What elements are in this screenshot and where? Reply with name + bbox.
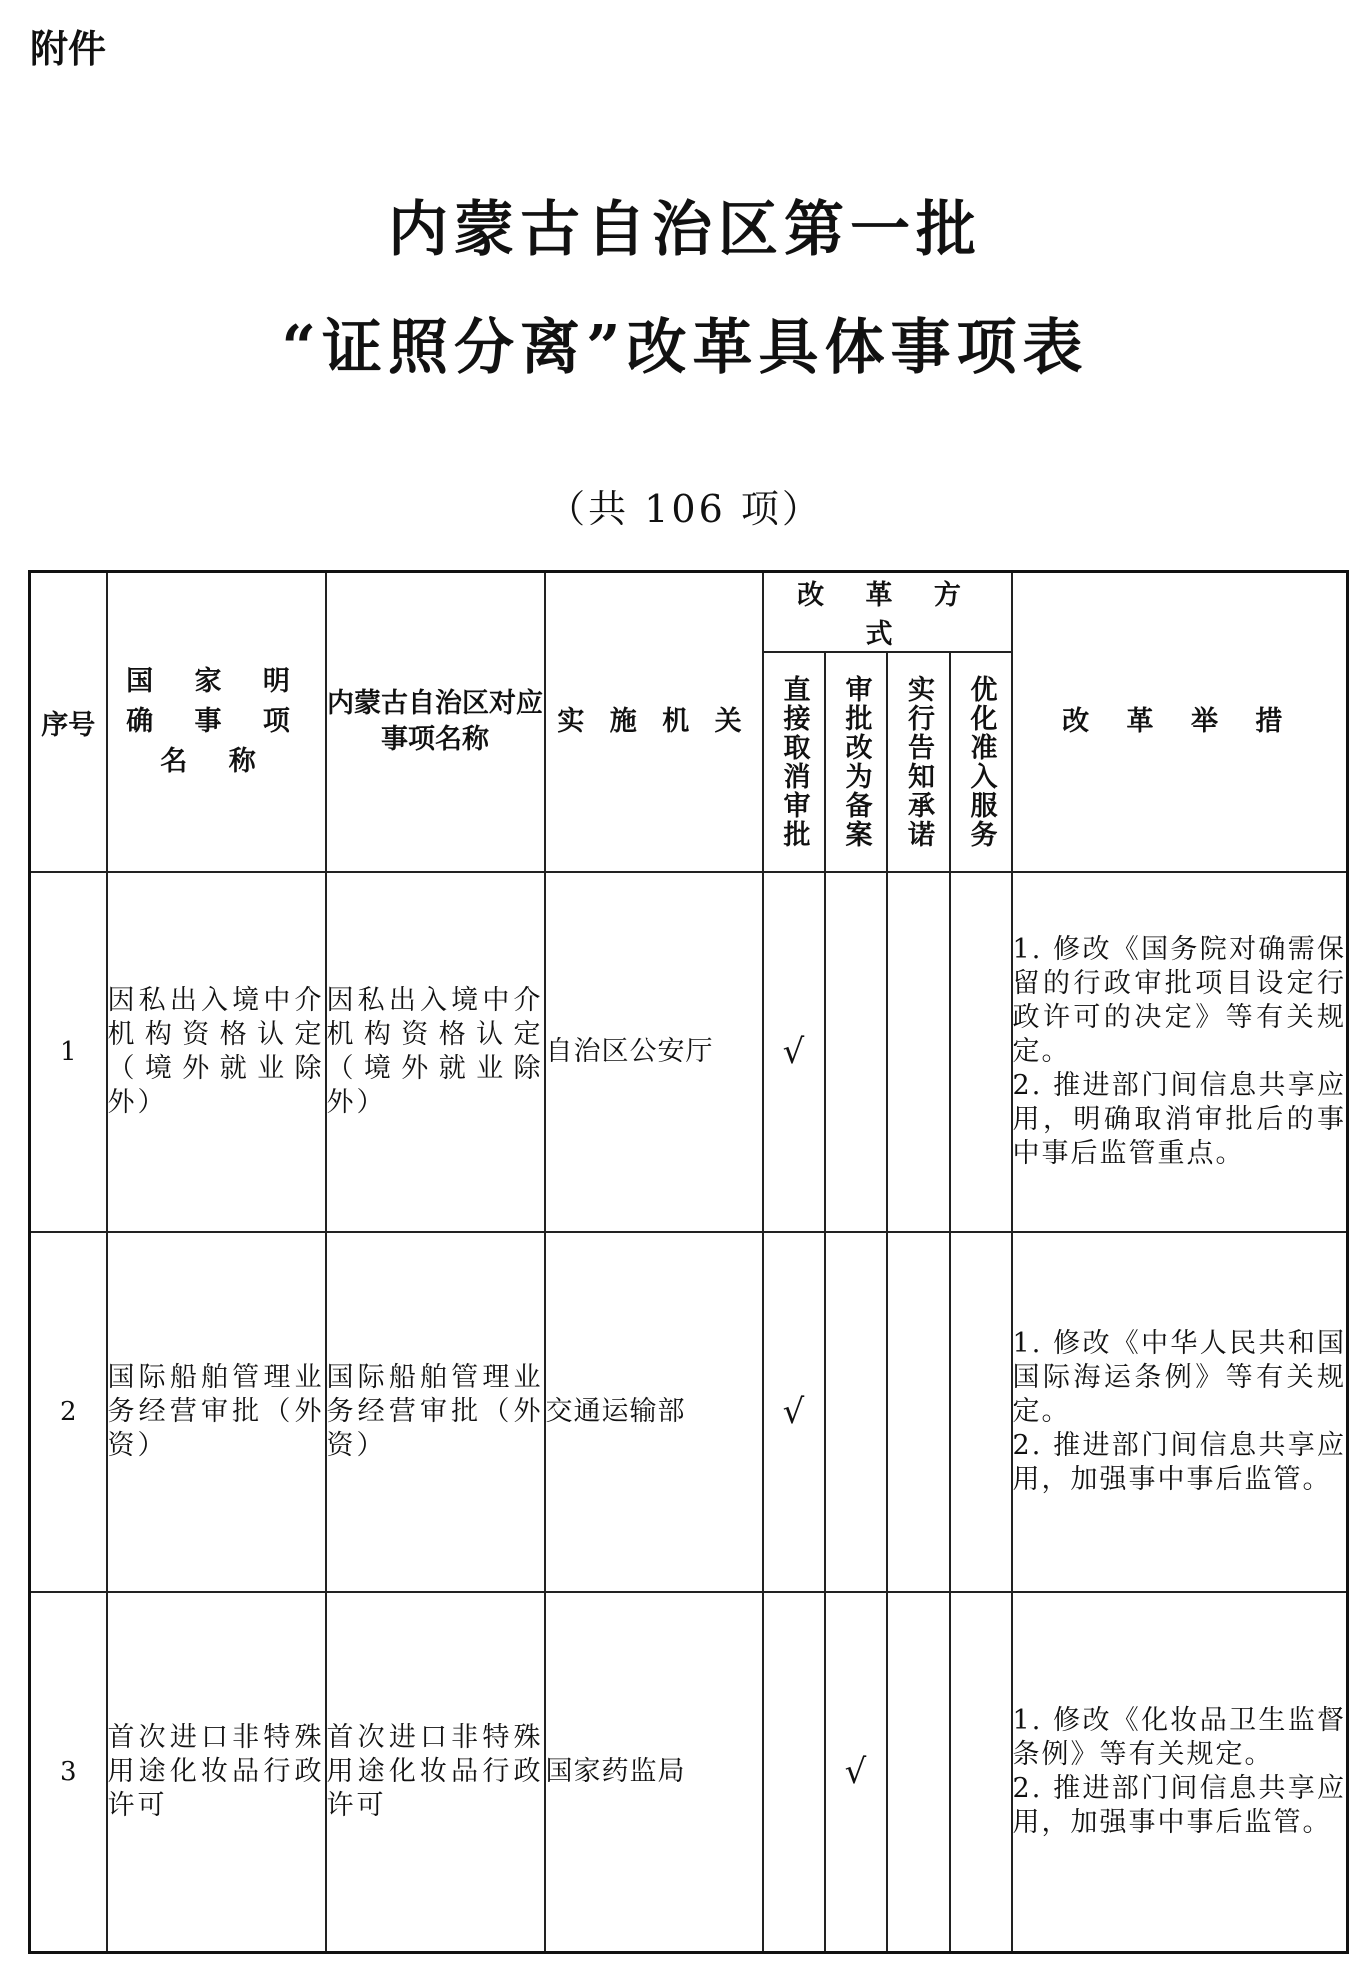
row-national-name: 因私出入境中介机构资格认定（境外就业除外） xyxy=(107,872,326,1232)
measure-item: 1. 修改《国务院对确需保留的行政审批项目设定行政许可的决定》等有关规定。 xyxy=(1012,934,1347,1067)
row-optimize-check xyxy=(950,1592,1012,1952)
header-region-name: 内蒙古自治区对应事项名称 xyxy=(326,572,545,873)
row-region-name: 国际船舶管理业务经营审批（外资） xyxy=(326,1232,545,1592)
row-notify-check xyxy=(887,1232,950,1592)
row-agency: 交通运输部 xyxy=(545,1232,763,1592)
header-reform-mode: 改 革 方 式 xyxy=(763,572,1012,653)
reform-items-table xyxy=(28,570,1349,1954)
measure-item: 2. 推进部门间信息共享应用，加强事中事后监管。 xyxy=(1012,1772,1347,1838)
row-seq: 1 xyxy=(30,872,107,1232)
header-mode-notify: 实行告知承诺 xyxy=(887,652,950,872)
row-measures xyxy=(1012,872,1348,1232)
table-row xyxy=(30,1232,1348,1592)
row-seq: 3 xyxy=(30,1592,107,1952)
item-count-subtitle: （共 106 项） xyxy=(547,487,823,531)
measure-item: 2. 推进部门间信息共享应用，明确取消审批后的事中事后监管重点。 xyxy=(1012,1070,1347,1169)
row-optimize-check xyxy=(950,872,1012,1232)
attachment-label: 附件 xyxy=(30,27,107,71)
measure-item: 1. 修改《化妆品卫生监督条例》等有关规定。 xyxy=(1012,1704,1347,1770)
page-title-line-2: “证照分离”改革具体事项表 xyxy=(281,313,1089,383)
row-region-name: 首次进口非特殊用途化妆品行政许可 xyxy=(326,1592,545,1952)
row-national-name: 首次进口非特殊用途化妆品行政许可 xyxy=(107,1592,326,1952)
header-mode-optimize: 优化准入服务 xyxy=(950,652,1012,872)
row-national-name: 国际船舶管理业务经营审批（外资） xyxy=(107,1232,326,1592)
row-filing-check xyxy=(825,1232,887,1592)
row-cancel-check: √ xyxy=(763,872,825,1232)
header-mode-cancel: 直接取消审批 xyxy=(763,652,825,872)
row-region-name: 因私出入境中介机构资格认定（境外就业除外） xyxy=(326,872,545,1232)
row-filing-check: √ xyxy=(825,1592,887,1952)
row-cancel-check: √ xyxy=(763,1232,825,1592)
measure-item: 1. 修改《中华人民共和国国际海运条例》等有关规定。 xyxy=(1012,1328,1347,1427)
header-seq: 序号 xyxy=(30,572,107,873)
row-cancel-check xyxy=(763,1592,825,1952)
header-national-name: 国 家 明 确 事 项 名 称 xyxy=(107,572,326,873)
row-notify-check xyxy=(887,1592,950,1952)
table-row xyxy=(30,872,1348,1232)
row-seq: 2 xyxy=(30,1232,107,1592)
header-mode-filing: 审批改为备案 xyxy=(825,652,887,872)
row-measures xyxy=(1012,1592,1348,1952)
row-agency: 国家药监局 xyxy=(545,1592,763,1952)
measure-item: 2. 推进部门间信息共享应用，加强事中事后监管。 xyxy=(1012,1430,1347,1495)
row-optimize-check xyxy=(950,1232,1012,1592)
row-filing-check xyxy=(825,872,887,1232)
table-row xyxy=(30,1592,1348,1952)
row-measures xyxy=(1012,1232,1348,1592)
row-notify-check xyxy=(887,872,950,1232)
page-title-line-1: 内蒙古自治区第一批 xyxy=(388,195,982,265)
row-agency: 自治区公安厅 xyxy=(545,872,763,1232)
header-agency: 实 施 机 关 xyxy=(545,572,763,873)
header-measures: 改 革 举 措 xyxy=(1012,572,1348,873)
